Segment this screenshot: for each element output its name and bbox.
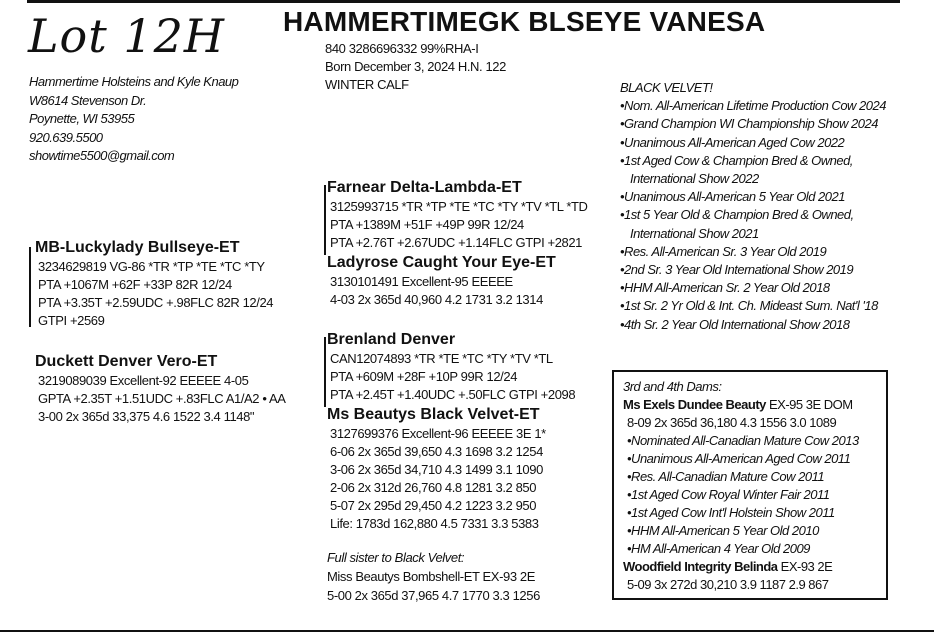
- dams-heading: 3rd and 4th Dams:: [623, 379, 722, 394]
- third-dam-name: Ms Exels Dundee Beauty: [623, 397, 766, 412]
- granddam-record: 2-06 2x 312d 26,760 4.8 1281 3.2 850: [330, 480, 537, 495]
- third-dam-accolade: •1st Aged Cow Royal Winter Fair 2011: [627, 487, 830, 502]
- dam-line: 4-03 2x 365d 40,960 4.2 1731 3.2 1314: [330, 292, 543, 307]
- bottom-rule: [0, 630, 934, 632]
- sire-dam-block: [35, 352, 286, 426]
- dam-sire-line: 3125993715 *TR *TP *TE *TC *TY *TV *TL *TD: [330, 199, 588, 214]
- registration-line: 840 3286696332 99%RHA-I: [325, 41, 479, 56]
- full-sister-name: Miss Beautys Bombshell-ET EX-93 2E: [327, 569, 535, 584]
- sire-block: [35, 238, 273, 330]
- granddam-lifetime: Life: 1783d 162,880 4.5 7331 3.3 5383: [330, 516, 539, 531]
- third-dam-accolade: •HM All-American 4 Year Old 2009: [627, 541, 810, 556]
- accolade-item: •Unanimous All-American Aged Cow 2022: [620, 134, 845, 150]
- sire-line: PTA +1067M +62F +33P 82R 12/24: [38, 277, 232, 292]
- granddam-line: 3127699376 Excellent-96 EEEEE 3E 1*: [330, 426, 546, 441]
- granddam-sire-line: CAN12074893 *TR *TE *TC *TY *TV *TL: [330, 351, 553, 366]
- granddam-name: Ms Beautys Black Velvet-ET: [327, 406, 540, 423]
- sire-dam-line: 3219089039 Excellent-92 EEEEE 4-05: [38, 373, 249, 388]
- granddam-sire-name: Brenland Denver: [327, 331, 456, 348]
- dam-sire-line: PTA +1389M +51F +49P 99R 12/24: [330, 217, 524, 232]
- accolade-item: •Unanimous All-American 5 Year Old 2021: [620, 189, 845, 205]
- birth-line: Born December 3, 2024 H.N. 122: [325, 59, 506, 74]
- accolade-item: •4th Sr. 2 Year Old International Show 2018: [620, 316, 850, 332]
- sire-dam-name: Duckett Denver Vero-ET: [35, 353, 218, 370]
- breeder-email: showtime5500@gmail.com: [29, 148, 175, 163]
- accolades-heading: BLACK VELVET!: [620, 80, 713, 95]
- class-line: WINTER CALF: [325, 77, 409, 92]
- granddam-record: 3-06 2x 365d 34,710 4.3 1499 3.1 1090: [330, 462, 543, 477]
- top-rule: [27, 0, 900, 3]
- full-sister-label: Full sister to Black Velvet:: [327, 550, 465, 565]
- accolade-item: •Res. All-American Sr. 3 Year Old 2019: [620, 243, 827, 259]
- dam-line: 3130101491 Excellent-95 EEEEE: [330, 274, 513, 289]
- sire-dam-line: GPTA +2.35T +1.51UDC +.83FLC A1/A2 • AA: [38, 391, 286, 406]
- accolade-item: •1st Sr. 2 Yr Old & Int. Ch. Mideast Sum. Nat'l '18: [620, 298, 878, 314]
- third-dam-accolade: •Res. All-Canadian Mature Cow 2011: [627, 469, 825, 484]
- fourth-dam-name: Woodfield Integrity Belinda: [623, 559, 778, 574]
- accolade-item: •2nd Sr. 3 Year Old International Show 2019: [620, 262, 854, 278]
- accolade-item: •HHM All-American Sr. 2 Year Old 2018: [620, 280, 830, 296]
- dam-sire-block: [327, 178, 588, 252]
- animal-info: [325, 40, 506, 94]
- breeder-city: Poynette, WI 53955: [29, 111, 135, 126]
- granddam-record: 6-06 2x 365d 39,650 4.3 1698 3.2 1254: [330, 444, 543, 459]
- dam-sire-bracket: [324, 185, 326, 255]
- fourth-dam-title: [623, 558, 859, 576]
- granddam-block: [327, 405, 546, 533]
- accolade-item: •Nom. All-American Lifetime Production Cow 2024: [620, 98, 886, 114]
- third-fourth-dams-box: [612, 370, 888, 600]
- accolade-item: •1st Aged Cow & Champion Bred & Owned,: [620, 152, 853, 168]
- accolade-item-continued: International Show 2021: [630, 225, 759, 241]
- breeder-phone: 920.639.5500: [29, 129, 103, 145]
- sire-line: 3234629819 VG-86 *TR *TP *TE *TC *TY: [38, 259, 265, 274]
- fourth-dam-record: 5-09 3x 272d 30,210 3.9 1187 2.9 867: [627, 577, 829, 592]
- accolade-item: •1st 5 Year Old & Champion Bred & Owned,: [620, 207, 854, 223]
- animal-name-title: HAMMERTIMEGK BLSEYE VANESA: [283, 6, 766, 37]
- third-dam-accolade: •HHM All-American 5 Year Old 2010: [627, 523, 819, 538]
- third-dam-accolade: •1st Aged Cow Int'l Holstein Show 2011: [627, 505, 835, 520]
- dam-block: [327, 253, 556, 309]
- third-dam-record: 8-09 2x 365d 36,180 4.3 1556 3.0 1089: [627, 415, 837, 430]
- accolade-item-continued: International Show 2022: [630, 171, 759, 187]
- granddam-sire-block: [327, 330, 575, 404]
- sire-line: GTPI +2569: [38, 313, 105, 328]
- breeder-address: W8614 Stevenson Dr.: [29, 92, 147, 108]
- sire-dam-line: 3-00 2x 365d 33,375 4.6 1522 3.4 1148": [38, 409, 255, 424]
- breeder-name: Hammertime Holsteins and Kyle Knaup: [29, 74, 239, 89]
- fourth-dam-classification: EX-93 2E: [777, 559, 833, 574]
- granddam-record: 5-07 2x 295d 29,450 4.2 1223 3.2 950: [330, 498, 537, 513]
- accolade-item: •Grand Champion WI Championship Show 2024: [620, 116, 878, 132]
- full-sister-record: 5-00 2x 365d 37,965 4.7 1770 3.3 1256: [327, 588, 540, 603]
- third-dam-classification: EX-95 3E DOM: [765, 397, 853, 412]
- third-dam-title: [623, 396, 859, 414]
- third-dam-accolade: •Nominated All-Canadian Mature Cow 2013: [627, 433, 859, 448]
- third-dam-accolade: •Unanimous All-American Aged Cow 2011: [627, 451, 851, 466]
- lot-number: Lot 12H: [28, 9, 225, 63]
- sire-name: MB-Luckylady Bullseye-ET: [35, 239, 240, 256]
- breeder-contact: [29, 73, 238, 166]
- dam-sire-line: PTA +2.76T +2.67UDC +1.14FLC GTPI +2821: [330, 235, 583, 250]
- dam-name: Ladyrose Caught Your Eye-ET: [327, 254, 556, 271]
- granddam-sire-line: PTA +2.45T +1.40UDC +.50FLC GTPI +2098: [330, 387, 576, 402]
- granddam-sire-bracket: [324, 337, 326, 407]
- full-sister-block: [327, 548, 540, 605]
- black-velvet-accolades: [620, 79, 886, 334]
- sire-line: PTA +3.35T +2.59UDC +.98FLC 82R 12/24: [38, 295, 274, 310]
- granddam-sire-line: PTA +609M +28F +10P 99R 12/24: [330, 369, 518, 384]
- sire-bracket: [29, 247, 31, 327]
- dam-sire-name: Farnear Delta-Lambda-ET: [327, 179, 522, 196]
